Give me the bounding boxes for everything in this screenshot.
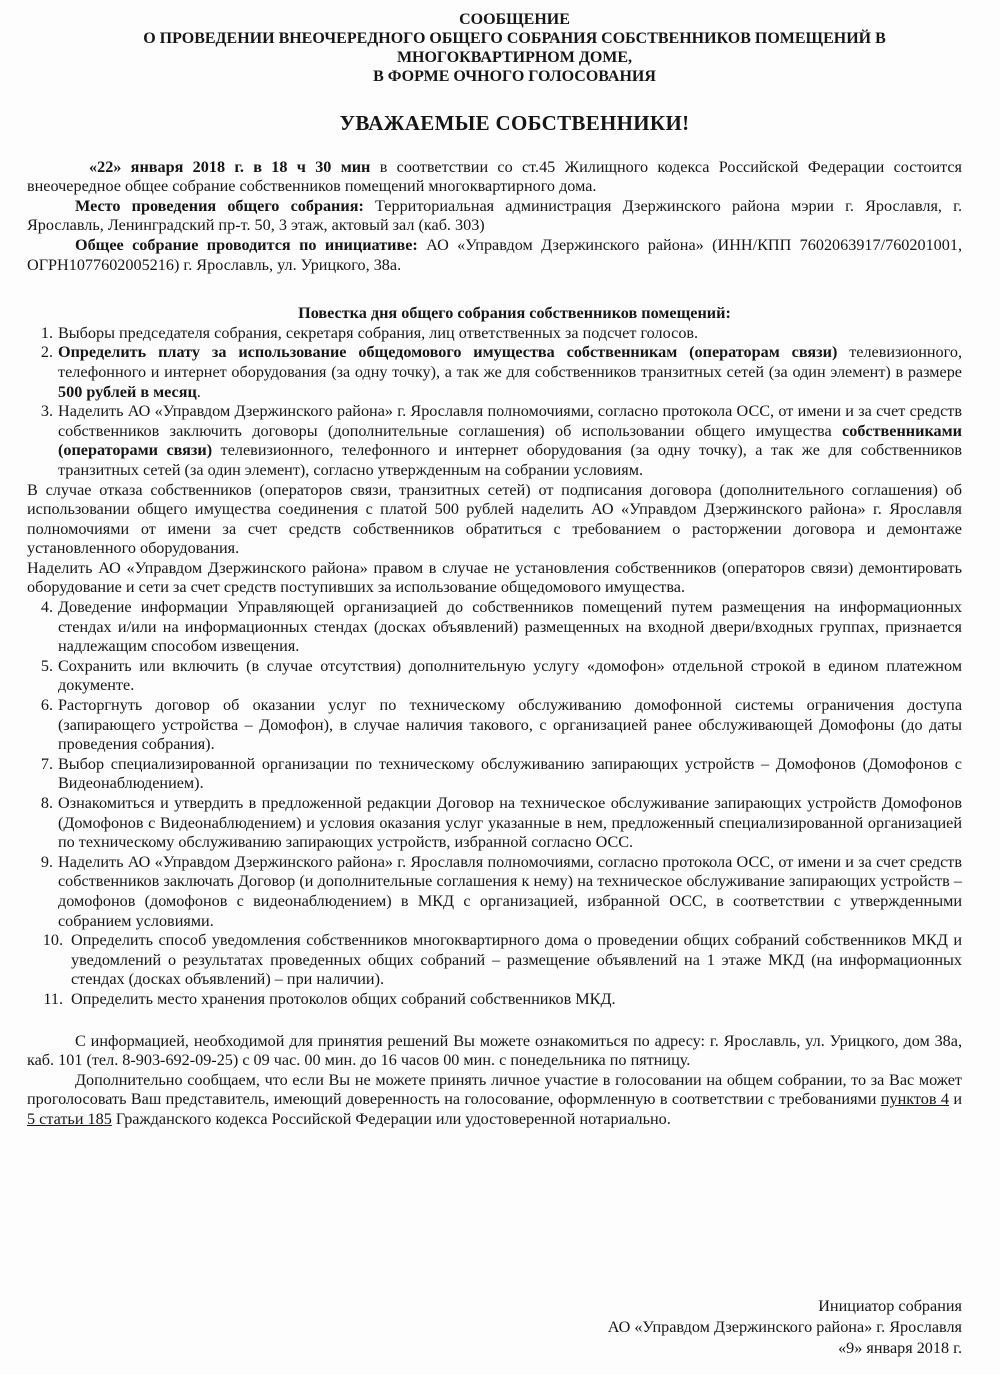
agenda-item-text: Сохранить или включить (в случае отсутствия) дополнительную услугу «домофон» отдельной строкой в едином платежном документе. [58, 656, 962, 695]
contact-info-paragraph: С информацией, необходимой для принятия решений Вы можете ознакомиться по адресу: г. Ярославль, ул. Урицкого, дом 38а, каб. 101 (тел. 8-903-692-09-25) с 09 час. 00 мин. до 16 часов 00 мин. с понедельника по пятницу. [27, 1031, 962, 1070]
initiative-value: АО «Управдом Дзержинского района» (ИНН/КПП 7602063917/760201001, ОГРН1077602005216) г. Ярославль, ул. Урицкого, 38а. [27, 235, 962, 274]
agenda-item-text: телевизионного, телефонного и интернет оборудования (за одну точку), а так же для собственников транзитных сетей (за один элемент), согласно утвержденным на собрании условиям. [58, 441, 962, 479]
fee-amount: 500 рублей в месяц [58, 382, 197, 401]
agenda-item-bold: Определить плату за использование общедомового имущества собственникам (операторам связи) [58, 343, 838, 362]
agenda-item: 5. Сохранить или включить (в случае отсутствия) дополнительную услугу «домофон» отдельной строкой в едином платежном документе. [40, 656, 962, 695]
title-line: О ПРОВЕДЕНИИ ВНЕОЧЕРЕДНОГО ОБЩЕГО СОБРАНИЯ СОБСТВЕННИКОВ ПОМЕЩЕНИЙ В [143, 30, 886, 47]
agenda-item: 7. Выбор специализированной организации по техническому обслуживанию запирающих устройств – Домофонов (Домофонов с Видеонаблюдением). [40, 754, 962, 793]
agenda-item-text: Определить место хранения протоколов общих собраний собственников МКД. [71, 989, 616, 1008]
agenda-item: 8. Ознакомиться и утвердить в предложенной редакции Договор на техническое обслуживание запирающих устройств Домофонов (Домофонов с Видеонаблюдением) и условия оказания услуг указанные в нем, предложенный специализированной организацией по техническому обслуживанию запирающих устройств, избранной согласно ОСС. [40, 794, 962, 852]
agenda-item-text: Ознакомиться и утвердить в предложенной редакции Договор на техническое обслуживание запирающих устройств Домофонов (Домофонов с Видеонаблюдением) и условия оказания услуг указанные в нем, предложенный специализированной организацией по техническому обслуживанию запирающих устройств, избранной согласно ОСС. [58, 794, 962, 852]
agenda-item-text: Расторгнуть договор об оказании услуг по техническому обслуживанию домофонной системы ограничения доступа (запирающего устройства – Домофон), в случае наличия такового, с организацией ранее обслуживающей Домофоны (до даты проведения собрания). [58, 696, 962, 754]
agenda-item-text: Доведение информации Управляющей организацией до собственников помещений путем размещения на информационных стендах и/или на информационных стендах (досках объявлений) размещенных на входной двери/входных группах, признается надлежащим способом извещения. [58, 598, 962, 656]
salutation: УВАЖАЕМЫЕ СОБСТВЕННИКИ! [339, 111, 690, 135]
signature-organization: АО «Управдом Дзержинского района» г. Ярославля [607, 1318, 962, 1336]
agenda-list-continued [27, 598, 962, 1009]
title-line: МНОГОКВАРТИРНОМ ДОМЕ, [396, 49, 633, 66]
document-title [67, 10, 962, 86]
law-reference-link: пунктов 4 [880, 1090, 949, 1109]
agenda-item-text: Определить способ уведомления собственников многоквартирного дома о проведении общих собраний собственников МКД и уведомлений о результатах проведенных общих собраний – размещение объявлений на 1 этаже МКД (на информационных стендах (досках объявлений) – при наличии). [71, 931, 962, 989]
agenda-item-bold: собственниками (операторами связи) [58, 421, 962, 460]
signature-role: Инициатор собрания [818, 1297, 962, 1315]
agenda-list [27, 324, 962, 481]
proxy-text: и [948, 1090, 963, 1109]
initiative-label: Общее собрание проводится по инициативе: [75, 235, 418, 254]
agenda-item-text: телевизионного, телефонного и интернет оборудования (за одну точку), а так же для собственников транзитных сетей (за один элемент) в размере [58, 343, 962, 381]
signature-block [608, 1296, 962, 1359]
proxy-text: Гражданского кодекса Российской Федерации или удостоверенной нотариально. [111, 1109, 671, 1128]
initiative-paragraph [27, 236, 962, 275]
agenda-item: 4. Доведение информации Управляющей организацией до собственников помещений путем размещения на информационных стендах и/или на информационных стендах (досках объявлений) размещенных на входной двери/входных группах, признается надлежащим способом извещения. [40, 598, 962, 656]
agenda-title: Повестка дня общего собрания собственников помещений: [298, 304, 731, 323]
agenda-item: 2. Определить плату за использование общедомового имущества собственникам (операторам связи) телевизионного, телефонного и интернет оборудования (за одну точку), а так же для собственников транзитных сетей (за один элемент) в размере 500 рублей в месяц. [40, 343, 962, 401]
agenda-item: 11. Определить место хранения протоколов общих собраний собственников МКД. [43, 989, 616, 1008]
agenda-item: 3. Наделить АО «Управдом Дзержинского района» г. Ярославля полномочиями, согласно протокола ОСС, от имени и за счет средств собственников заключить договоры (дополнительные соглашения) об использовании общего имущества собственниками (операторами связи) телевизионного, телефонного и интернет оборудования (за одну точку), а так же для собственников транзитных сетей (за один элемент), согласно утвержденным на собрании условиям. [40, 402, 962, 479]
title-line: В ФОРМЕ ОЧНОГО ГОЛОСОВАНИЯ [373, 68, 656, 85]
agenda-item: 9. Наделить АО «Управдом Дзержинского района» г. Ярославля полномочиями, согласно протокола ОСС, от имени и за счет средств собственников заключать Договор (и дополнительные соглашения к нему) на техническое обслуживание запирающих устройств – домофонов (домофонов с видеонаблюдением) в МКД с организацией, избранной ОСС, в соответствии с утвержденными собранием условиями. [40, 852, 962, 930]
meeting-place-paragraph [27, 197, 962, 236]
meeting-date: «22» января 2018 г. в 18 ч 30 мин [89, 157, 371, 176]
title-line: СООБЩЕНИЕ [459, 11, 570, 28]
place-value: Территориальная администрация Дзержинского района мэрии г. Ярославля, г. Ярославль, Ленинградский пр-т. 50, 3 этаж, актовый зал (каб. 303) [27, 196, 962, 235]
agenda-item-text: Наделить АО «Управдом Дзержинского района» г. Ярославля полномочиями, согласно протокола ОСС, от имени и за счет средств собственников заключать Договор (и дополнительные соглашения к нему) на техническое обслуживание запирающих устройств – домофонов (домофонов с видеонаблюдением) в МКД с организацией, избранной ОСС, в соответствии с утвержденными собранием условиями. [58, 852, 962, 930]
intro-date-paragraph [27, 158, 962, 197]
proxy-paragraph [27, 1071, 962, 1130]
agenda-item-text: Наделить АО «Управдом Дзержинского района» г. Ярославля полномочиями, согласно протокола ОСС, от имени и за счет средств собственников заключить договоры (дополнительные соглашения) об использовании общего имущества [58, 402, 962, 440]
place-label: Место проведения общего собрания: [75, 196, 364, 215]
agenda-item-text: Выборы председателя собрания, секретаря собрания, лиц ответственных за подсчет голосов. [58, 323, 699, 342]
agenda-item: 6. Расторгнуть договор об оказании услуг по техническому обслуживанию домофонной системы ограничения доступа (запирающего устройства – Домофон), в случае наличия такового, с организацией ранее обслуживающей Домофоны (до даты проведения собрания). [40, 696, 962, 754]
dismantle-paragraph: Наделить АО «Управдом Дзержинского района» правом в случае не установления собственников (операторов связи) демонтировать оборудование и сети за счет средств поступивших за использование общедомового имущества. [27, 558, 962, 597]
proxy-text: Дополнительно сообщаем, что если Вы не можете принять личное участие в голосовании на общем собрании, то за Вас может проголосовать Ваш представитель, имеющий доверенность на голосование, оформленную в соответствии с требованиями [27, 1070, 962, 1109]
agenda-item: 10. Определить способ уведомления собственников многоквартирного дома о проведении общих собраний собственников МКД и уведомлений о результатах проведенных общих собраний – размещение объявлений на 1 этаже МКД (на информационных стендах (досках объявлений) – при наличии). [42, 931, 962, 989]
signature-date: «9» января 2018 г. [838, 1339, 962, 1357]
agenda-item-text: Выбор специализированной организации по техническому обслуживанию запирающих устройств – Домофонов (Домофонов с Видеонаблюдением). [58, 754, 962, 793]
law-reference-link: 5 статьи 185 [27, 1109, 112, 1128]
agenda-item: 1. Выборы председателя собрания, секретаря собрания, лиц ответственных за подсчет голосов. [40, 323, 699, 342]
refusal-paragraph: В случае отказа собственников (операторов связи, транзитных сетей) от подписания договора (дополнительного соглашения) об использовании общего имущества соединения с платой 500 рублей наделить АО «Управдом Дзержинского района» г. Ярославля полномочиями от имени за счет средств собственников обратиться с требованием о расторжении договора и демонтаже установленного оборудования. [27, 480, 962, 558]
intro-text: в соответствии со ст.45 Жилищного кодекса Российской Федерации состоится внеочередное общее собрание собственников помещений многоквартирного дома. [27, 157, 962, 196]
